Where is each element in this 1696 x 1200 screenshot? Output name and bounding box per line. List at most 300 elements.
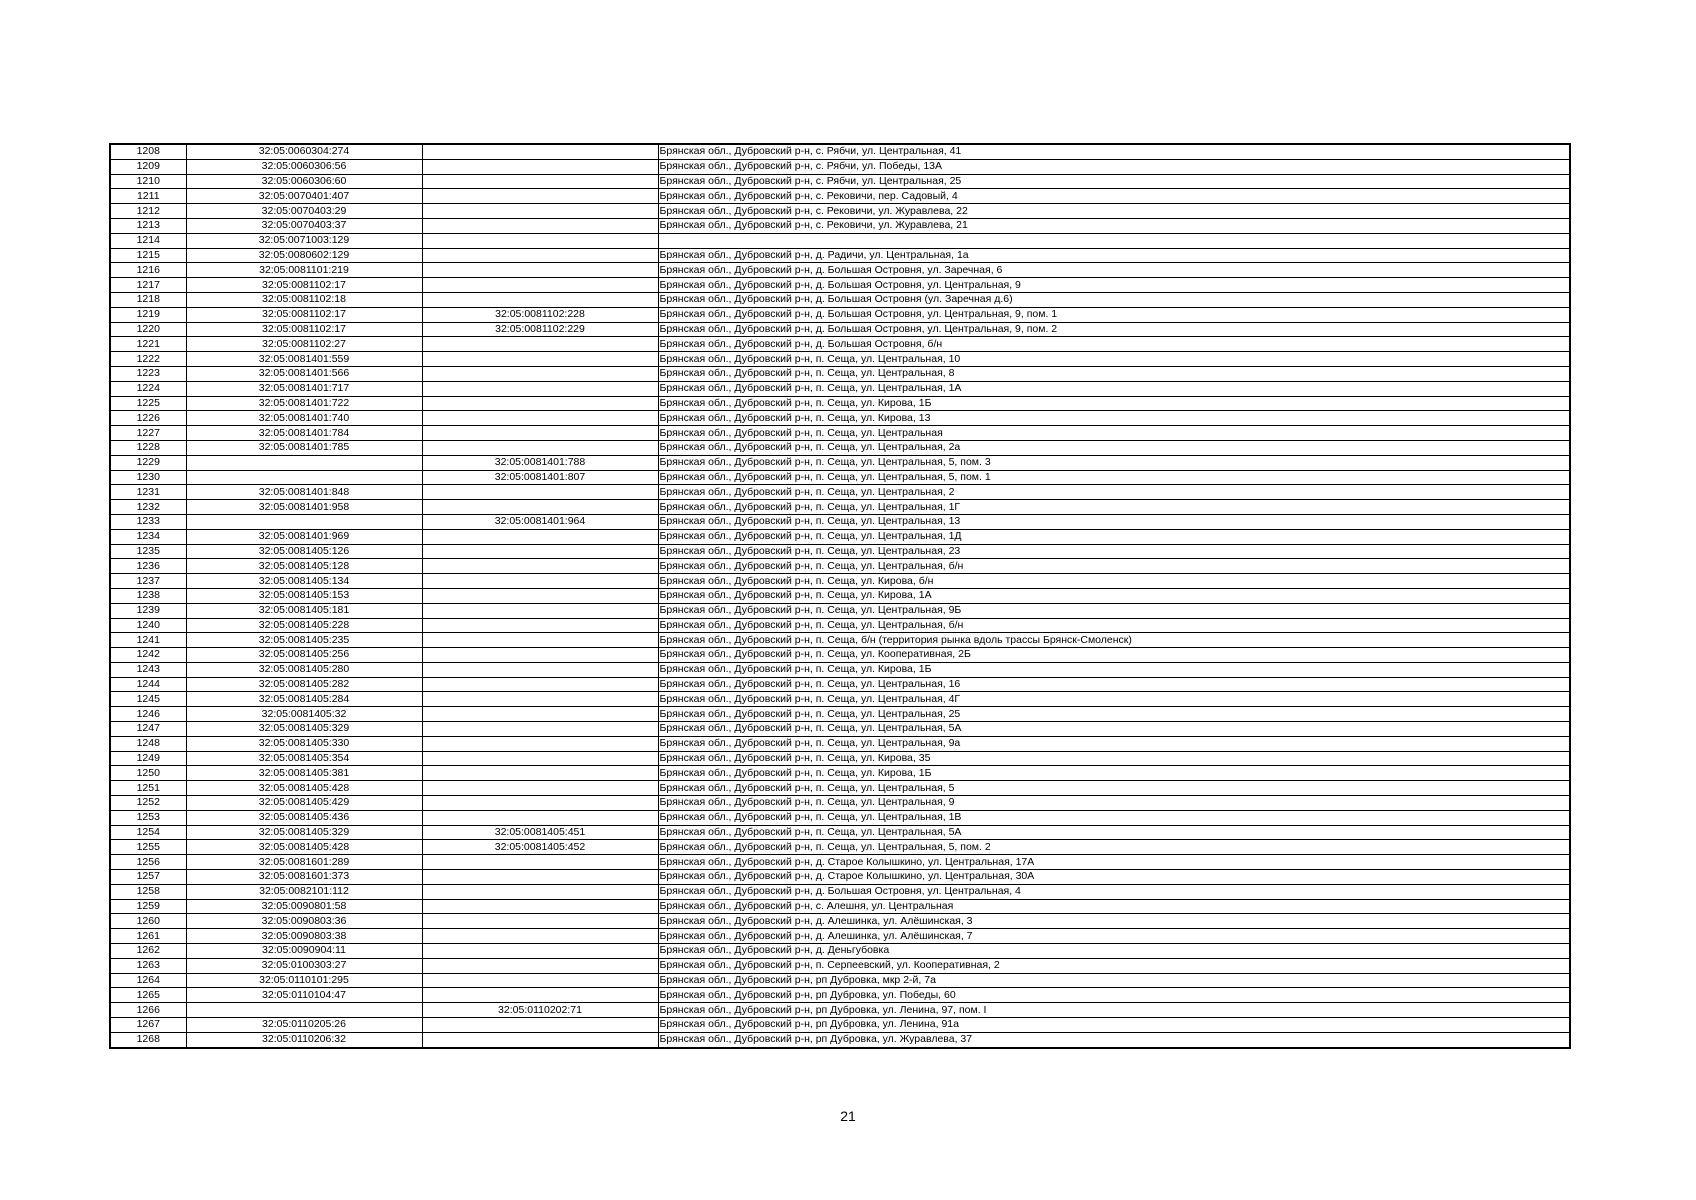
cadastral-number-cell: 32:05:0081405:354 (186, 751, 422, 766)
table-row (110, 559, 1570, 574)
cadastral-number-cell (186, 514, 422, 529)
table-row (110, 278, 1570, 293)
address-cell: Брянская обл., Дубровский р-н, д. Старое Колышкино, ул. Центральная, 17А (658, 855, 1570, 870)
premises-cadastral-number-cell (422, 337, 658, 352)
premises-cadastral-number-cell (422, 559, 658, 574)
address-cell: Брянская обл., Дубровский р-н, п. Сеща, ул. Центральная, 5 (658, 781, 1570, 796)
cadastral-number-cell: 32:05:0081405:235 (186, 633, 422, 648)
premises-cadastral-number-cell (422, 1032, 658, 1047)
row-number-cell: 1268 (110, 1032, 186, 1047)
address-cell (658, 233, 1570, 248)
table-row (110, 751, 1570, 766)
address-cell: Брянская обл., Дубровский р-н, п. Сеща, ул. Центральная, 5, пом. 1 (658, 470, 1570, 485)
premises-cadastral-number-cell (422, 618, 658, 633)
row-number-cell: 1219 (110, 307, 186, 322)
row-number-cell: 1208 (110, 144, 186, 159)
row-number-cell: 1235 (110, 544, 186, 559)
table-body (110, 144, 1570, 1048)
row-number-cell: 1240 (110, 618, 186, 633)
address-cell: Брянская обл., Дубровский р-н, с. Рековичи, пер. Садовый, 4 (658, 189, 1570, 204)
premises-cadastral-number-cell (422, 662, 658, 677)
cadastral-number-cell: 32:05:0090803:36 (186, 914, 422, 929)
cadastral-number-cell: 32:05:0060306:60 (186, 174, 422, 189)
table-row (110, 189, 1570, 204)
address-cell: Брянская обл., Дубровский р-н, д. Большая Островня (ул. Заречная д.6) (658, 292, 1570, 307)
premises-cadastral-number-cell (422, 899, 658, 914)
cadastral-number-cell: 32:05:0081405:32 (186, 707, 422, 722)
cadastral-number-cell: 32:05:0081405:280 (186, 662, 422, 677)
table-row (110, 825, 1570, 840)
premises-cadastral-number-cell: 32:05:0110202:71 (422, 1003, 658, 1018)
premises-cadastral-number-cell (422, 440, 658, 455)
cadastral-number-cell: 32:05:0081405:436 (186, 810, 422, 825)
cadastral-number-cell: 32:05:0090904:11 (186, 944, 422, 959)
row-number-cell: 1239 (110, 603, 186, 618)
premises-cadastral-number-cell: 32:05:0081102:228 (422, 307, 658, 322)
address-cell: Брянская обл., Дубровский р-н, д. Большая Островня, ул. Центральная, 9 (658, 278, 1570, 293)
premises-cadastral-number-cell (422, 973, 658, 988)
row-number-cell: 1211 (110, 189, 186, 204)
row-number-cell: 1243 (110, 662, 186, 677)
row-number-cell: 1214 (110, 233, 186, 248)
address-cell: Брянская обл., Дубровский р-н, рп Дубровка, ул. Победы, 60 (658, 988, 1570, 1003)
premises-cadastral-number-cell (422, 929, 658, 944)
premises-cadastral-number-cell (422, 958, 658, 973)
address-cell: Брянская обл., Дубровский р-н, п. Сеща, ул. Центральная, 13 (658, 514, 1570, 529)
premises-cadastral-number-cell: 32:05:0081401:788 (422, 455, 658, 470)
table-row (110, 1032, 1570, 1047)
cadastral-number-cell: 32:05:0070403:29 (186, 204, 422, 219)
premises-cadastral-number-cell (422, 544, 658, 559)
row-number-cell: 1225 (110, 396, 186, 411)
premises-cadastral-number-cell (422, 263, 658, 278)
cadastral-number-cell: 32:05:0090803:38 (186, 929, 422, 944)
table-row (110, 233, 1570, 248)
row-number-cell: 1259 (110, 899, 186, 914)
cadastral-number-cell: 32:05:0081401:848 (186, 485, 422, 500)
cadastral-number-cell: 32:05:0081405:284 (186, 692, 422, 707)
table-row (110, 485, 1570, 500)
cadastral-number-cell: 32:05:0071003:129 (186, 233, 422, 248)
premises-cadastral-number-cell (422, 692, 658, 707)
row-number-cell: 1229 (110, 455, 186, 470)
premises-cadastral-number-cell (422, 381, 658, 396)
premises-cadastral-number-cell (422, 159, 658, 174)
cadastral-number-cell: 32:05:0081102:27 (186, 337, 422, 352)
premises-cadastral-number-cell (422, 855, 658, 870)
row-number-cell: 1230 (110, 470, 186, 485)
cadastral-number-cell: 32:05:0081405:282 (186, 677, 422, 692)
premises-cadastral-number-cell (422, 204, 658, 219)
table-row (110, 870, 1570, 885)
table-row (110, 159, 1570, 174)
table-row (110, 840, 1570, 855)
table-row (110, 929, 1570, 944)
cadastral-number-cell: 32:05:0081405:153 (186, 588, 422, 603)
row-number-cell: 1258 (110, 884, 186, 899)
table-row (110, 707, 1570, 722)
row-number-cell: 1244 (110, 677, 186, 692)
table-row (110, 810, 1570, 825)
cadastral-number-cell: 32:05:0081401:785 (186, 440, 422, 455)
table-row (110, 470, 1570, 485)
row-number-cell: 1245 (110, 692, 186, 707)
premises-cadastral-number-cell: 32:05:0081401:964 (422, 514, 658, 529)
premises-cadastral-number-cell (422, 174, 658, 189)
cadastral-number-cell: 32:05:0081405:381 (186, 766, 422, 781)
row-number-cell: 1222 (110, 352, 186, 367)
address-cell: Брянская обл., Дубровский р-н, п. Сеща, ул. Центральная, 5, пом. 2 (658, 840, 1570, 855)
premises-cadastral-number-cell (422, 810, 658, 825)
cadastral-number-cell: 32:05:0081601:373 (186, 870, 422, 885)
cadastral-number-cell: 32:05:0081405:126 (186, 544, 422, 559)
premises-cadastral-number-cell (422, 988, 658, 1003)
table-row (110, 366, 1570, 381)
premises-cadastral-number-cell (422, 396, 658, 411)
address-cell: Брянская обл., Дубровский р-н, п. Сеща, ул. Центральная, 2 (658, 485, 1570, 500)
premises-cadastral-number-cell (422, 603, 658, 618)
row-number-cell: 1218 (110, 292, 186, 307)
cadastral-number-cell: 32:05:0081405:428 (186, 840, 422, 855)
row-number-cell: 1234 (110, 529, 186, 544)
premises-cadastral-number-cell (422, 796, 658, 811)
row-number-cell: 1238 (110, 588, 186, 603)
property-register-table (109, 143, 1571, 1049)
premises-cadastral-number-cell (422, 944, 658, 959)
premises-cadastral-number-cell (422, 870, 658, 885)
cadastral-number-cell: 32:05:0081102:17 (186, 278, 422, 293)
premises-cadastral-number-cell (422, 736, 658, 751)
row-number-cell: 1256 (110, 855, 186, 870)
table-row (110, 973, 1570, 988)
cadastral-number-cell: 32:05:0081401:958 (186, 500, 422, 515)
table-row (110, 958, 1570, 973)
row-number-cell: 1232 (110, 500, 186, 515)
address-cell: Брянская обл., Дубровский р-н, п. Сеща, ул. Центральная, 9Б (658, 603, 1570, 618)
row-number-cell: 1253 (110, 810, 186, 825)
row-number-cell: 1260 (110, 914, 186, 929)
premises-cadastral-number-cell (422, 352, 658, 367)
address-cell: Брянская обл., Дубровский р-н, с. Рябчи, ул. Центральная, 25 (658, 174, 1570, 189)
table-row (110, 144, 1570, 159)
address-cell: Брянская обл., Дубровский р-н, рп Дубровка, мкр 2-й, 7а (658, 973, 1570, 988)
cadastral-number-cell: 32:05:0082101:112 (186, 884, 422, 899)
table-row (110, 781, 1570, 796)
premises-cadastral-number-cell (422, 529, 658, 544)
row-number-cell: 1249 (110, 751, 186, 766)
table-row (110, 426, 1570, 441)
cadastral-number-cell: 32:05:0081102:17 (186, 307, 422, 322)
row-number-cell: 1266 (110, 1003, 186, 1018)
address-cell: Брянская обл., Дубровский р-н, п. Сеща, ул. Центральная, б/н (658, 559, 1570, 574)
row-number-cell: 1265 (110, 988, 186, 1003)
cadastral-number-cell: 32:05:0081405:128 (186, 559, 422, 574)
row-number-cell: 1210 (110, 174, 186, 189)
cadastral-number-cell: 32:05:0081101:219 (186, 263, 422, 278)
premises-cadastral-number-cell (422, 366, 658, 381)
cadastral-number-cell: 32:05:0060304:274 (186, 144, 422, 159)
table-row (110, 944, 1570, 959)
table-row (110, 633, 1570, 648)
row-number-cell: 1251 (110, 781, 186, 796)
cadastral-number-cell: 32:05:0080602:129 (186, 248, 422, 263)
table-row (110, 455, 1570, 470)
table-row (110, 662, 1570, 677)
row-number-cell: 1254 (110, 825, 186, 840)
table-row (110, 544, 1570, 559)
address-cell: Брянская обл., Дубровский р-н, п. Сеща, б/н (территория рынка вдоль трассы Брянск-Смоленск) (658, 633, 1570, 648)
cadastral-number-cell: 32:05:0081401:722 (186, 396, 422, 411)
address-cell: Брянская обл., Дубровский р-н, рп Дубровка, ул. Журавлева, 37 (658, 1032, 1570, 1047)
premises-cadastral-number-cell (422, 278, 658, 293)
address-cell: Брянская обл., Дубровский р-н, п. Сеща, ул. Центральная, 1Д (658, 529, 1570, 544)
address-cell: Брянская обл., Дубровский р-н, п. Сеща, ул. Центральная, 5А (658, 722, 1570, 737)
premises-cadastral-number-cell (422, 914, 658, 929)
row-number-cell: 1209 (110, 159, 186, 174)
premises-cadastral-number-cell (422, 233, 658, 248)
premises-cadastral-number-cell (422, 648, 658, 663)
row-number-cell: 1231 (110, 485, 186, 500)
premises-cadastral-number-cell (422, 884, 658, 899)
table-row (110, 174, 1570, 189)
row-number-cell: 1220 (110, 322, 186, 337)
address-cell: Брянская обл., Дубровский р-н, п. Сеща, ул. Центральная (658, 426, 1570, 441)
table-row (110, 692, 1570, 707)
cadastral-number-cell (186, 470, 422, 485)
address-cell: Брянская обл., Дубровский р-н, д. Деньгубовка (658, 944, 1570, 959)
address-cell: Брянская обл., Дубровский р-н, д. Старое Колышкино, ул. Центральная, 30А (658, 870, 1570, 885)
premises-cadastral-number-cell: 32:05:0081102:229 (422, 322, 658, 337)
cadastral-number-cell: 32:05:0070401:407 (186, 189, 422, 204)
table-row (110, 440, 1570, 455)
cadastral-number-cell: 32:05:0110205:26 (186, 1018, 422, 1033)
address-cell: Брянская обл., Дубровский р-н, п. Сеща, ул. Центральная, 4Г (658, 692, 1570, 707)
row-number-cell: 1255 (110, 840, 186, 855)
address-cell: Брянская обл., Дубровский р-н, п. Сеща, ул. Центральная, 10 (658, 352, 1570, 367)
row-number-cell: 1252 (110, 796, 186, 811)
premises-cadastral-number-cell (422, 426, 658, 441)
table-row (110, 263, 1570, 278)
address-cell: Брянская обл., Дубровский р-н, с. Алешня, ул. Центральная (658, 899, 1570, 914)
row-number-cell: 1212 (110, 204, 186, 219)
premises-cadastral-number-cell (422, 485, 658, 500)
premises-cadastral-number-cell: 32:05:0081405:452 (422, 840, 658, 855)
address-cell: Брянская обл., Дубровский р-н, п. Сеща, ул. Кирова, б/н (658, 574, 1570, 589)
address-cell: Брянская обл., Дубровский р-н, п. Сеща, ул. Центральная, 5А (658, 825, 1570, 840)
address-cell: Брянская обл., Дубровский р-н, д. Большая Островня, ул. Центральная, 4 (658, 884, 1570, 899)
premises-cadastral-number-cell (422, 292, 658, 307)
cadastral-number-cell: 32:05:0110206:32 (186, 1032, 422, 1047)
cadastral-number-cell: 32:05:0090801:58 (186, 899, 422, 914)
table-row (110, 307, 1570, 322)
table-row (110, 352, 1570, 367)
table-row (110, 204, 1570, 219)
address-cell: Брянская обл., Дубровский р-н, п. Серпеевский, ул. Кооперативная, 2 (658, 958, 1570, 973)
address-cell: Брянская обл., Дубровский р-н, п. Сеща, ул. Центральная, 9а (658, 736, 1570, 751)
address-cell: Брянская обл., Дубровский р-н, п. Сеща, ул. Кирова, 1Б (658, 766, 1570, 781)
address-cell: Брянская обл., Дубровский р-н, п. Сеща, ул. Кирова, 13 (658, 411, 1570, 426)
address-cell: Брянская обл., Дубровский р-н, с. Рековичи, ул. Журавлева, 22 (658, 204, 1570, 219)
address-cell: Брянская обл., Дубровский р-н, рп Дубровка, ул. Ленина, 91а (658, 1018, 1570, 1033)
row-number-cell: 1233 (110, 514, 186, 529)
table-row (110, 218, 1570, 233)
cadastral-number-cell: 32:05:0081405:181 (186, 603, 422, 618)
table-row (110, 1003, 1570, 1018)
address-cell: Брянская обл., Дубровский р-н, с. Рековичи, ул. Журавлева, 21 (658, 218, 1570, 233)
cadastral-number-cell: 32:05:0060306:56 (186, 159, 422, 174)
row-number-cell: 1217 (110, 278, 186, 293)
cadastral-number-cell: 32:05:0081401:717 (186, 381, 422, 396)
premises-cadastral-number-cell (422, 500, 658, 515)
table-row (110, 914, 1570, 929)
table-row (110, 322, 1570, 337)
row-number-cell: 1247 (110, 722, 186, 737)
row-number-cell: 1246 (110, 707, 186, 722)
row-number-cell: 1224 (110, 381, 186, 396)
row-number-cell: 1226 (110, 411, 186, 426)
address-cell: Брянская обл., Дубровский р-н, д. Радичи, ул. Центральная, 1а (658, 248, 1570, 263)
premises-cadastral-number-cell: 32:05:0081401:807 (422, 470, 658, 485)
table-row (110, 411, 1570, 426)
premises-cadastral-number-cell (422, 633, 658, 648)
address-cell: Брянская обл., Дубровский р-н, п. Сеща, ул. Центральная, 9 (658, 796, 1570, 811)
premises-cadastral-number-cell (422, 189, 658, 204)
table-row (110, 603, 1570, 618)
cadastral-number-cell: 32:05:0081405:428 (186, 781, 422, 796)
row-number-cell: 1263 (110, 958, 186, 973)
address-cell: Брянская обл., Дубровский р-н, п. Сеща, ул. Центральная, 25 (658, 707, 1570, 722)
row-number-cell: 1261 (110, 929, 186, 944)
premises-cadastral-number-cell (422, 751, 658, 766)
table-row (110, 381, 1570, 396)
row-number-cell: 1267 (110, 1018, 186, 1033)
row-number-cell: 1237 (110, 574, 186, 589)
table-row (110, 855, 1570, 870)
cadastral-number-cell: 32:05:0081401:559 (186, 352, 422, 367)
cadastral-number-cell: 32:05:0081102:17 (186, 322, 422, 337)
premises-cadastral-number-cell (422, 1018, 658, 1033)
cadastral-number-cell: 32:05:0081405:134 (186, 574, 422, 589)
table-row (110, 884, 1570, 899)
address-cell: Брянская обл., Дубровский р-н, п. Сеща, ул. Кирова, 1Б (658, 396, 1570, 411)
table-row (110, 248, 1570, 263)
cadastral-number-cell: 32:05:0100303:27 (186, 958, 422, 973)
cadastral-number-cell: 32:05:0081405:329 (186, 722, 422, 737)
cadastral-number-cell: 32:05:0081102:18 (186, 292, 422, 307)
address-cell: Брянская обл., Дубровский р-н, п. Сеща, ул. Центральная, б/н (658, 618, 1570, 633)
row-number-cell: 1257 (110, 870, 186, 885)
table-row (110, 529, 1570, 544)
table-row (110, 396, 1570, 411)
premises-cadastral-number-cell (422, 677, 658, 692)
cadastral-number-cell (186, 1003, 422, 1018)
address-cell: Брянская обл., Дубровский р-н, п. Сеща, ул. Центральная, 8 (658, 366, 1570, 381)
address-cell: Брянская обл., Дубровский р-н, п. Сеща, ул. Центральная, 23 (658, 544, 1570, 559)
address-cell: Брянская обл., Дубровский р-н, д. Большая Островня, ул. Центральная, 9, пом. 2 (658, 322, 1570, 337)
address-cell: Брянская обл., Дубровский р-н, д. Алешинка, ул. Алёшинская, 7 (658, 929, 1570, 944)
table-row (110, 588, 1570, 603)
row-number-cell: 1221 (110, 337, 186, 352)
row-number-cell: 1213 (110, 218, 186, 233)
table-row (110, 514, 1570, 529)
address-cell: Брянская обл., Дубровский р-н, д. Большая Островня, ул. Заречная, 6 (658, 263, 1570, 278)
premises-cadastral-number-cell (422, 144, 658, 159)
address-cell: Брянская обл., Дубровский р-н, с. Рябчи, ул. Победы, 13А (658, 159, 1570, 174)
row-number-cell: 1227 (110, 426, 186, 441)
premises-cadastral-number-cell (422, 707, 658, 722)
cadastral-number-cell: 32:05:0081401:566 (186, 366, 422, 381)
row-number-cell: 1228 (110, 440, 186, 455)
address-cell: Брянская обл., Дубровский р-н, п. Сеща, ул. Центральная, 1А (658, 381, 1570, 396)
page-number: 21 (840, 1108, 856, 1124)
address-cell: Брянская обл., Дубровский р-н, п. Сеща, ул. Центральная, 1В (658, 810, 1570, 825)
row-number-cell: 1216 (110, 263, 186, 278)
row-number-cell: 1242 (110, 648, 186, 663)
premises-cadastral-number-cell: 32:05:0081405:451 (422, 825, 658, 840)
table-row (110, 500, 1570, 515)
table-row (110, 618, 1570, 633)
table-row (110, 988, 1570, 1003)
table-row (110, 899, 1570, 914)
premises-cadastral-number-cell (422, 411, 658, 426)
address-cell: Брянская обл., Дубровский р-н, д. Большая Островня, б/н (658, 337, 1570, 352)
table-row (110, 722, 1570, 737)
cadastral-number-cell: 32:05:0070403:37 (186, 218, 422, 233)
row-number-cell: 1250 (110, 766, 186, 781)
table-row (110, 292, 1570, 307)
cadastral-number-cell: 32:05:0081401:969 (186, 529, 422, 544)
cadastral-number-cell: 32:05:0110104:47 (186, 988, 422, 1003)
address-cell: Брянская обл., Дубровский р-н, д. Большая Островня, ул. Центральная, 9, пом. 1 (658, 307, 1570, 322)
cadastral-number-cell: 32:05:0081405:228 (186, 618, 422, 633)
address-cell: Брянская обл., Дубровский р-н, с. Рябчи, ул. Центральная, 41 (658, 144, 1570, 159)
table-row (110, 736, 1570, 751)
table-row (110, 796, 1570, 811)
premises-cadastral-number-cell (422, 574, 658, 589)
table-row (110, 337, 1570, 352)
row-number-cell: 1223 (110, 366, 186, 381)
premises-cadastral-number-cell (422, 588, 658, 603)
table-row (110, 677, 1570, 692)
address-cell: Брянская обл., Дубровский р-н, п. Сеща, ул. Кирова, 1А (658, 588, 1570, 603)
address-cell: Брянская обл., Дубровский р-н, п. Сеща, ул. Центральная, 1Г (658, 500, 1570, 515)
cadastral-number-cell: 32:05:0081401:784 (186, 426, 422, 441)
cadastral-number-cell: 32:05:0081401:740 (186, 411, 422, 426)
address-cell: Брянская обл., Дубровский р-н, п. Сеща, ул. Центральная, 16 (658, 677, 1570, 692)
table-row (110, 574, 1570, 589)
premises-cadastral-number-cell (422, 781, 658, 796)
premises-cadastral-number-cell (422, 218, 658, 233)
row-number-cell: 1241 (110, 633, 186, 648)
cadastral-number-cell: 32:05:0081601:289 (186, 855, 422, 870)
address-cell: Брянская обл., Дубровский р-н, п. Сеща, ул. Кооперативная, 2Б (658, 648, 1570, 663)
premises-cadastral-number-cell (422, 722, 658, 737)
cadastral-number-cell (186, 455, 422, 470)
cadastral-number-cell: 32:05:0110101:295 (186, 973, 422, 988)
premises-cadastral-number-cell (422, 766, 658, 781)
table-row (110, 1018, 1570, 1033)
premises-cadastral-number-cell (422, 248, 658, 263)
cadastral-number-cell: 32:05:0081405:330 (186, 736, 422, 751)
table-row (110, 766, 1570, 781)
address-cell: Брянская обл., Дубровский р-н, п. Сеща, ул. Центральная, 2а (658, 440, 1570, 455)
address-cell: Брянская обл., Дубровский р-н, рп Дубровка, ул. Ленина, 97, пом. I (658, 1003, 1570, 1018)
address-cell: Брянская обл., Дубровский р-н, п. Сеща, ул. Центральная, 5, пом. 3 (658, 455, 1570, 470)
row-number-cell: 1236 (110, 559, 186, 574)
address-cell: Брянская обл., Дубровский р-н, п. Сеща, ул. Кирова, 1Б (658, 662, 1570, 677)
address-cell: Брянская обл., Дубровский р-н, д. Алешинка, ул. Алёшинская, 3 (658, 914, 1570, 929)
cadastral-number-cell: 32:05:0081405:256 (186, 648, 422, 663)
